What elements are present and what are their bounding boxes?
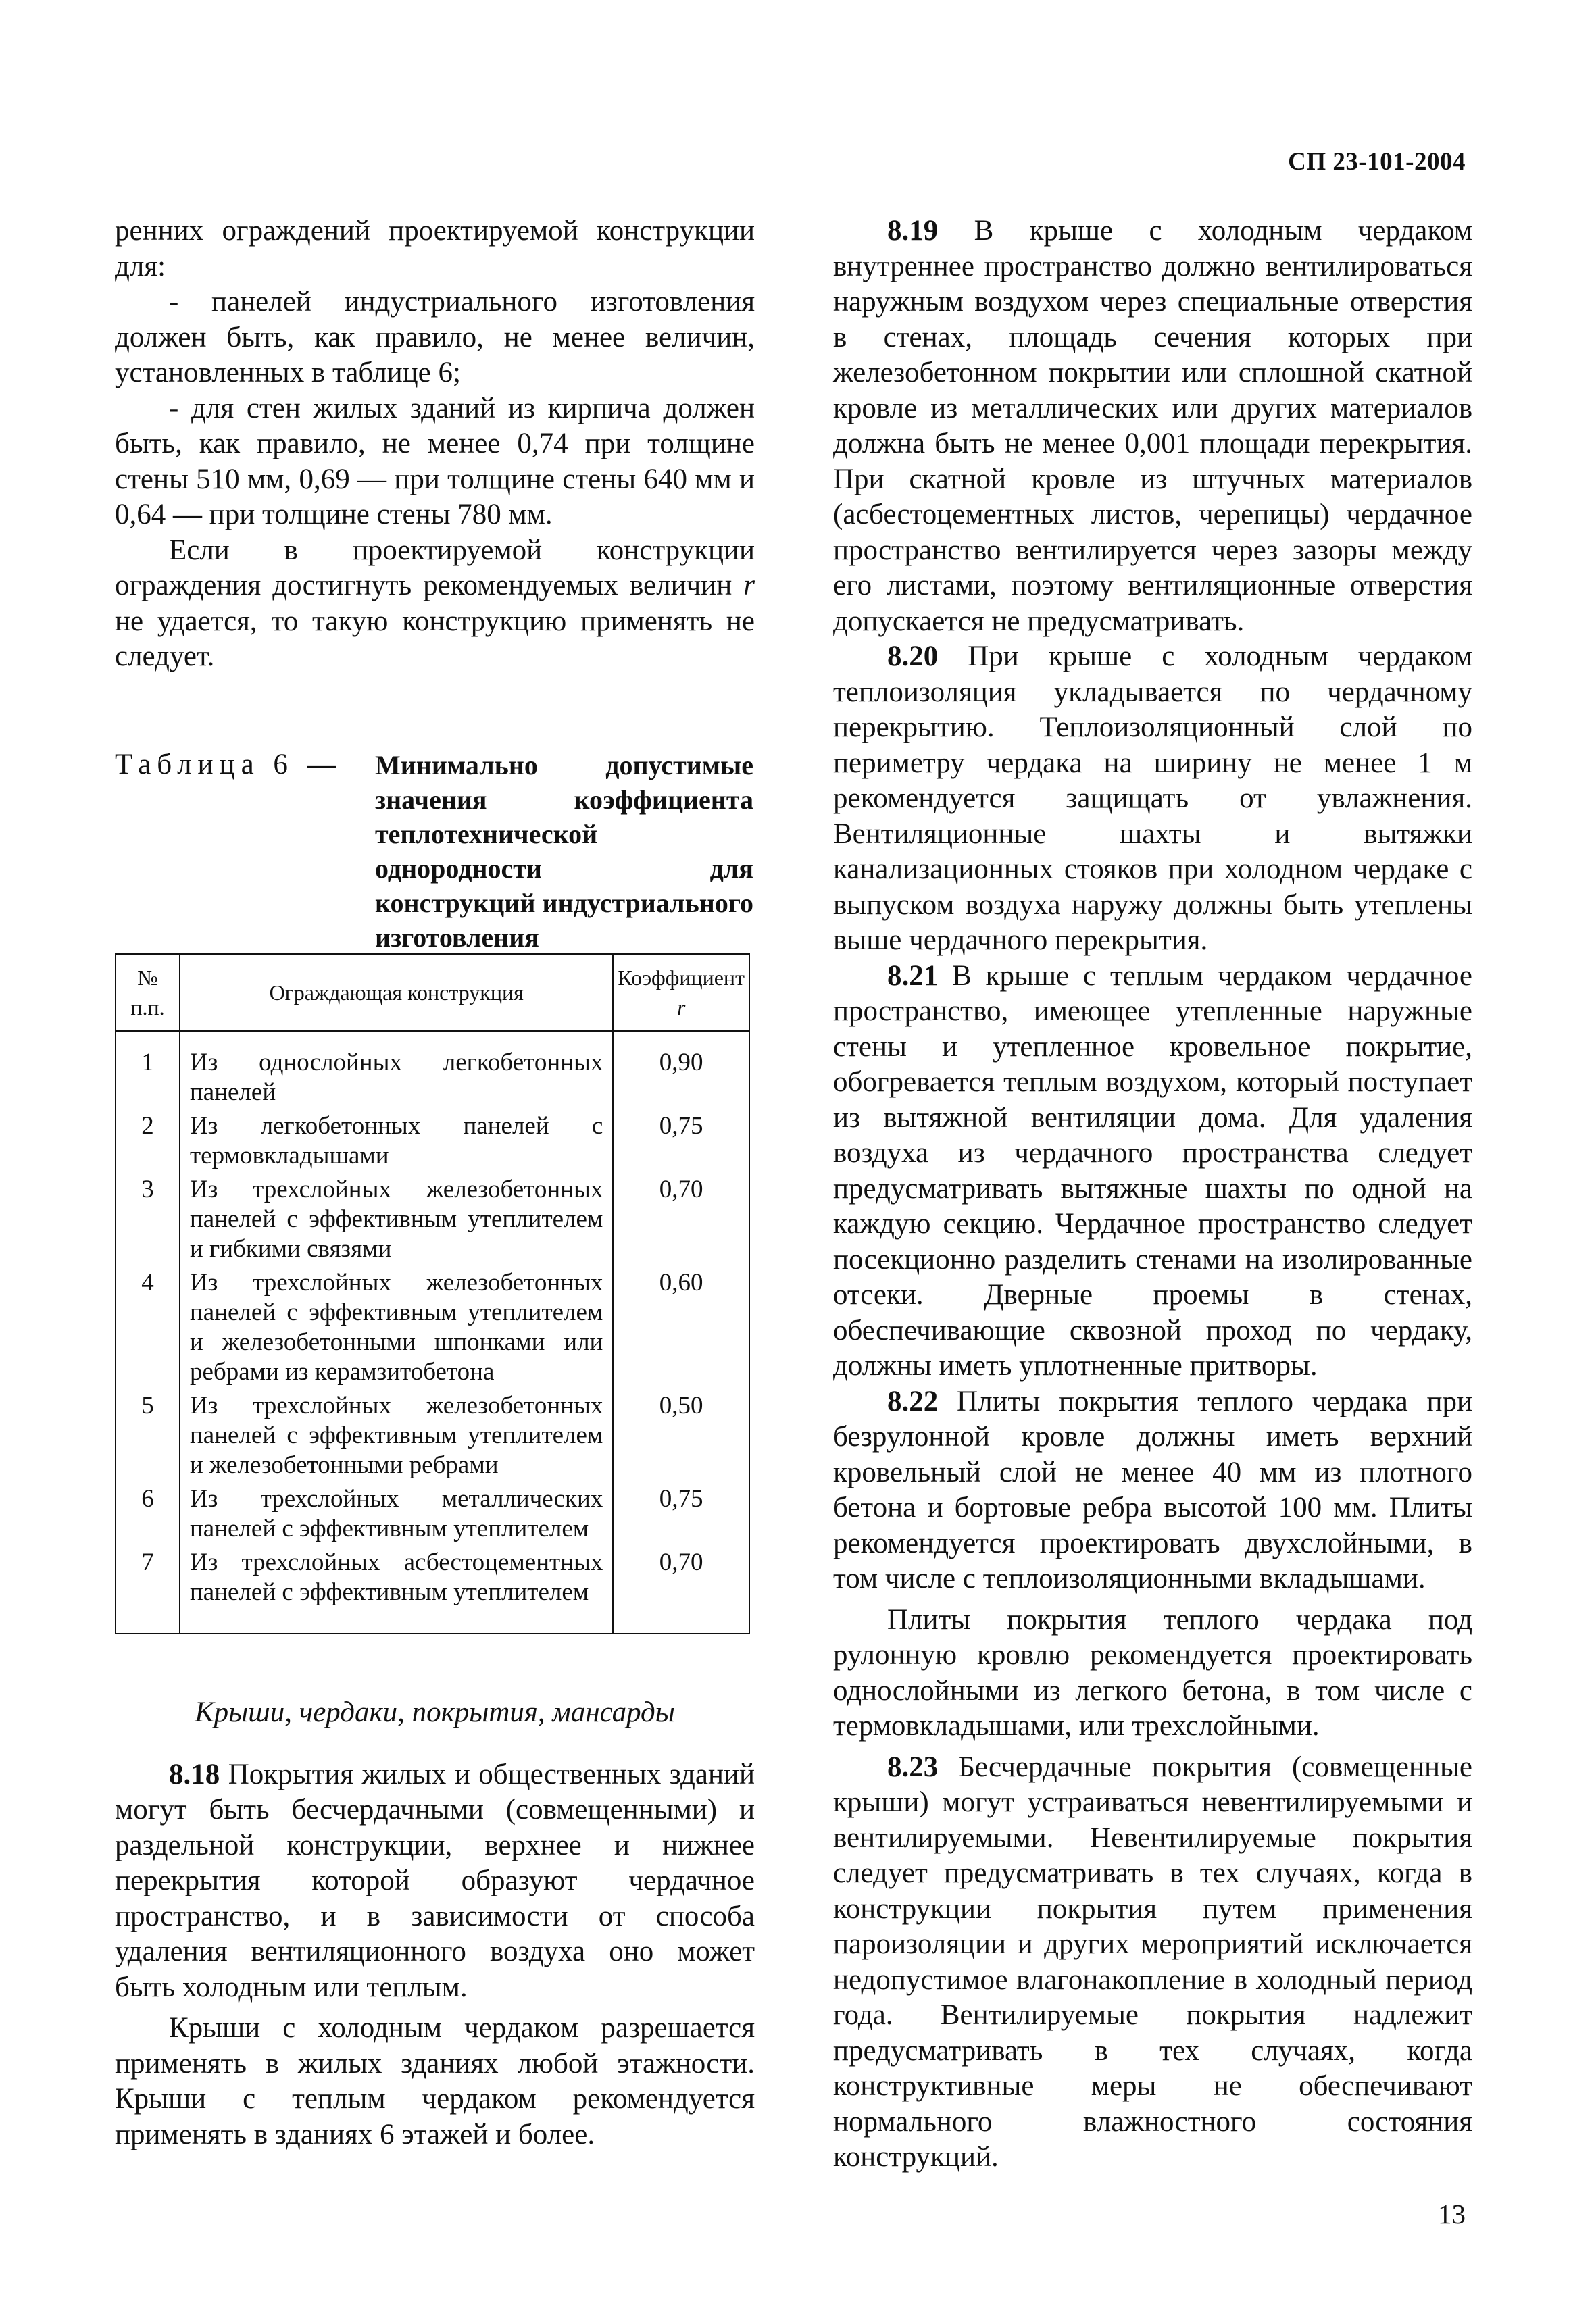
table-row: 3 Из трехслойных железобетонных панелей с эффективным утеплителем и гибкими связями 0,70: [116, 1172, 749, 1265]
table-row: 5 Из трехслойных железобетонных панелей с эффективным утеплителем и железобетонными ребрами 0,50: [116, 1388, 749, 1482]
document-code: СП 23-101-2004: [1288, 148, 1466, 176]
paragraph-list-panels: - панелей индустриального изготовления должен быть, как правило, не менее величин, установленных в таблице 6;: [115, 286, 755, 388]
clause-number: 8.20: [887, 640, 939, 672]
table-row: 7 Из трехслойных асбестоцементных панелей с эффективным утеплителем 0,70: [116, 1545, 749, 1634]
paragraph-8-23: 8.23 Бесчердачные покрытия (совмещенные крыши) могут устраиваться невентилируемыми и вентилируемыми. Невентилируемые покрытия следует предусматривать в тех случаях, когда в конструкции покрытия путем применения пароизоляции и других мероприятий исключается недопустимое влагонакопление в холодный период года. Вентилируемые покрытия надлежит предусматривать в тех случаях, когда конструктивные меры не обеспечивают нормального влажностного состояния конструкций.: [833, 1751, 1472, 2173]
paragraph-8-22-continued: Плиты покрытия теплого чердака под рулонную кровлю рекомендуется проектировать однослойными из легкого бетона, в том числе с термовкладышами, или трехслойными.: [833, 1603, 1472, 1742]
paragraph-recommendation: Если в проектируемой конструкции ограждения достигнуть рекомендуемых величин r не удается, то такую конструкцию применять не следует.: [115, 534, 755, 672]
paragraph-8-22: 8.22 Плиты покрытия теплого чердака при безрулонной кровле должны иметь верхний кровельный слой не менее 40 мм из плотного бетона и бортовые ребра высотой 100 мм. Плиты рекомендуется проектировать двухслойными, в том числе с теплоизоляционными вкладышами.: [833, 1385, 1472, 1594]
table-label: Таблица 6 —: [115, 748, 343, 780]
symbol-r: r: [743, 570, 755, 601]
clause-number: 8.19: [887, 215, 939, 247]
coefficient-table: [115, 953, 750, 1634]
left-column: [115, 213, 755, 2153]
paragraph-8-20: 8.20 При крыше с холодным чердаком теплоизоляция укладывается по чердачному перекрытию. Теплоизоляционный слой по периметру чердака на ширину не менее 1 м рекомендуется защищать от увлажнения. Вентиляционные шахты и вытяжки канализационных стояков при холодном чердаке с выпуском воздуха наружу должны быть утеплены выше чердачного перекрытия.: [833, 640, 1472, 956]
header-construction: Ограждающая конструкция: [180, 954, 613, 1031]
clause-number: 8.22: [887, 1385, 939, 1417]
header-number: № п.п.: [116, 954, 180, 1031]
table-caption: [115, 748, 755, 953]
table-row: 4 Из трехслойных железобетонных панелей с эффективным утеплителем и железобетонными шпонками или ребрами из керамзитобетона 0,60: [116, 1265, 749, 1388]
table-row: 1 Из однослойных легкобетонных панелей 0,90: [116, 1031, 749, 1109]
paragraph-8-19: 8.19 В крыше с холодным чердаком внутреннее пространство должно вентилироваться наружным воздухом через специальные отверстия в стенах, площадь сечения которых при железобетонном покрытии или сплошной скатной кровле из металлических или других материалов должна быть не менее 0,001 площади перекрытия. При скатной кровле из штучных материалов (асбестоцементных листов, черепицы) чердачное пространство вентилируется через зазоры между его листами, поэтому вентиляционные отверстия допускается не предусматривать.: [833, 215, 1472, 637]
right-column: [833, 213, 1472, 2175]
paragraph-list-brick: - для стен жилых зданий из кирпича должен быть, как правило, не менее 0,74 при толщине стены 510 мм, 0,69 — при толщине стены 640 мм и 0,64 — при толщине стены 780 мм.: [115, 392, 755, 530]
section-title: Крыши, чердаки, покрытия, мансарды: [195, 1696, 675, 1728]
clause-number: 8.23: [887, 1751, 939, 1783]
clause-number: 8.18: [169, 1758, 220, 1790]
paragraph-8-21: 8.21 В крыше с теплым чердаком чердачное пространство, имеющее утепленные наружные стены и утепленное кровельное покрытие, обогревается теплым воздухом, который поступает из вытяжной вентиляции дома. Для удаления воздуха из чердачного пространства следует предусматривать вытяжные шахты по одной на каждую секцию. Чердачное пространство следует посекционно разделить стенами на изолированные отсеки. Дверные проемы в стенах, обеспечивающие сквозной проход по чердаку, должны иметь уплотненные притворы.: [833, 959, 1472, 1382]
table-header-row: [116, 954, 749, 1031]
table-title: Минимально допустимые значения коэффициента теплотехнической однородности для конструкций индустриального изготовления: [375, 749, 753, 953]
table-row: 2 Из легкобетонных панелей с термовкладышами 0,75: [116, 1109, 749, 1172]
table-row: 6 Из трехслойных металлических панелей с эффективным утеплителем 0,75: [116, 1482, 749, 1545]
page-number: 13: [1438, 2198, 1466, 2230]
header-coefficient: Коэффициент r: [613, 954, 749, 1031]
paragraph-continuation: ренних ограждений проектируемой конструкции для:: [115, 215, 755, 282]
paragraph-8-18-continued: Крыши с холодным чердаком разрешается применять в жилых зданиях любой этажности. Крыши с теплым чердаком рекомендуется применять в зданиях 6 этажей и более.: [115, 2012, 755, 2150]
paragraph-8-18: 8.18 Покрытия жилых и общественных зданий могут быть бесчердачными (совмещенными) и раздельной конструкции, верхнее и нижнее перекрытия которой образуют чердачное пространство, и в зависимости от способа удаления вентиляционного воздуха оно может быть холодным или теплым.: [115, 1758, 755, 2003]
clause-number: 8.21: [887, 959, 939, 992]
